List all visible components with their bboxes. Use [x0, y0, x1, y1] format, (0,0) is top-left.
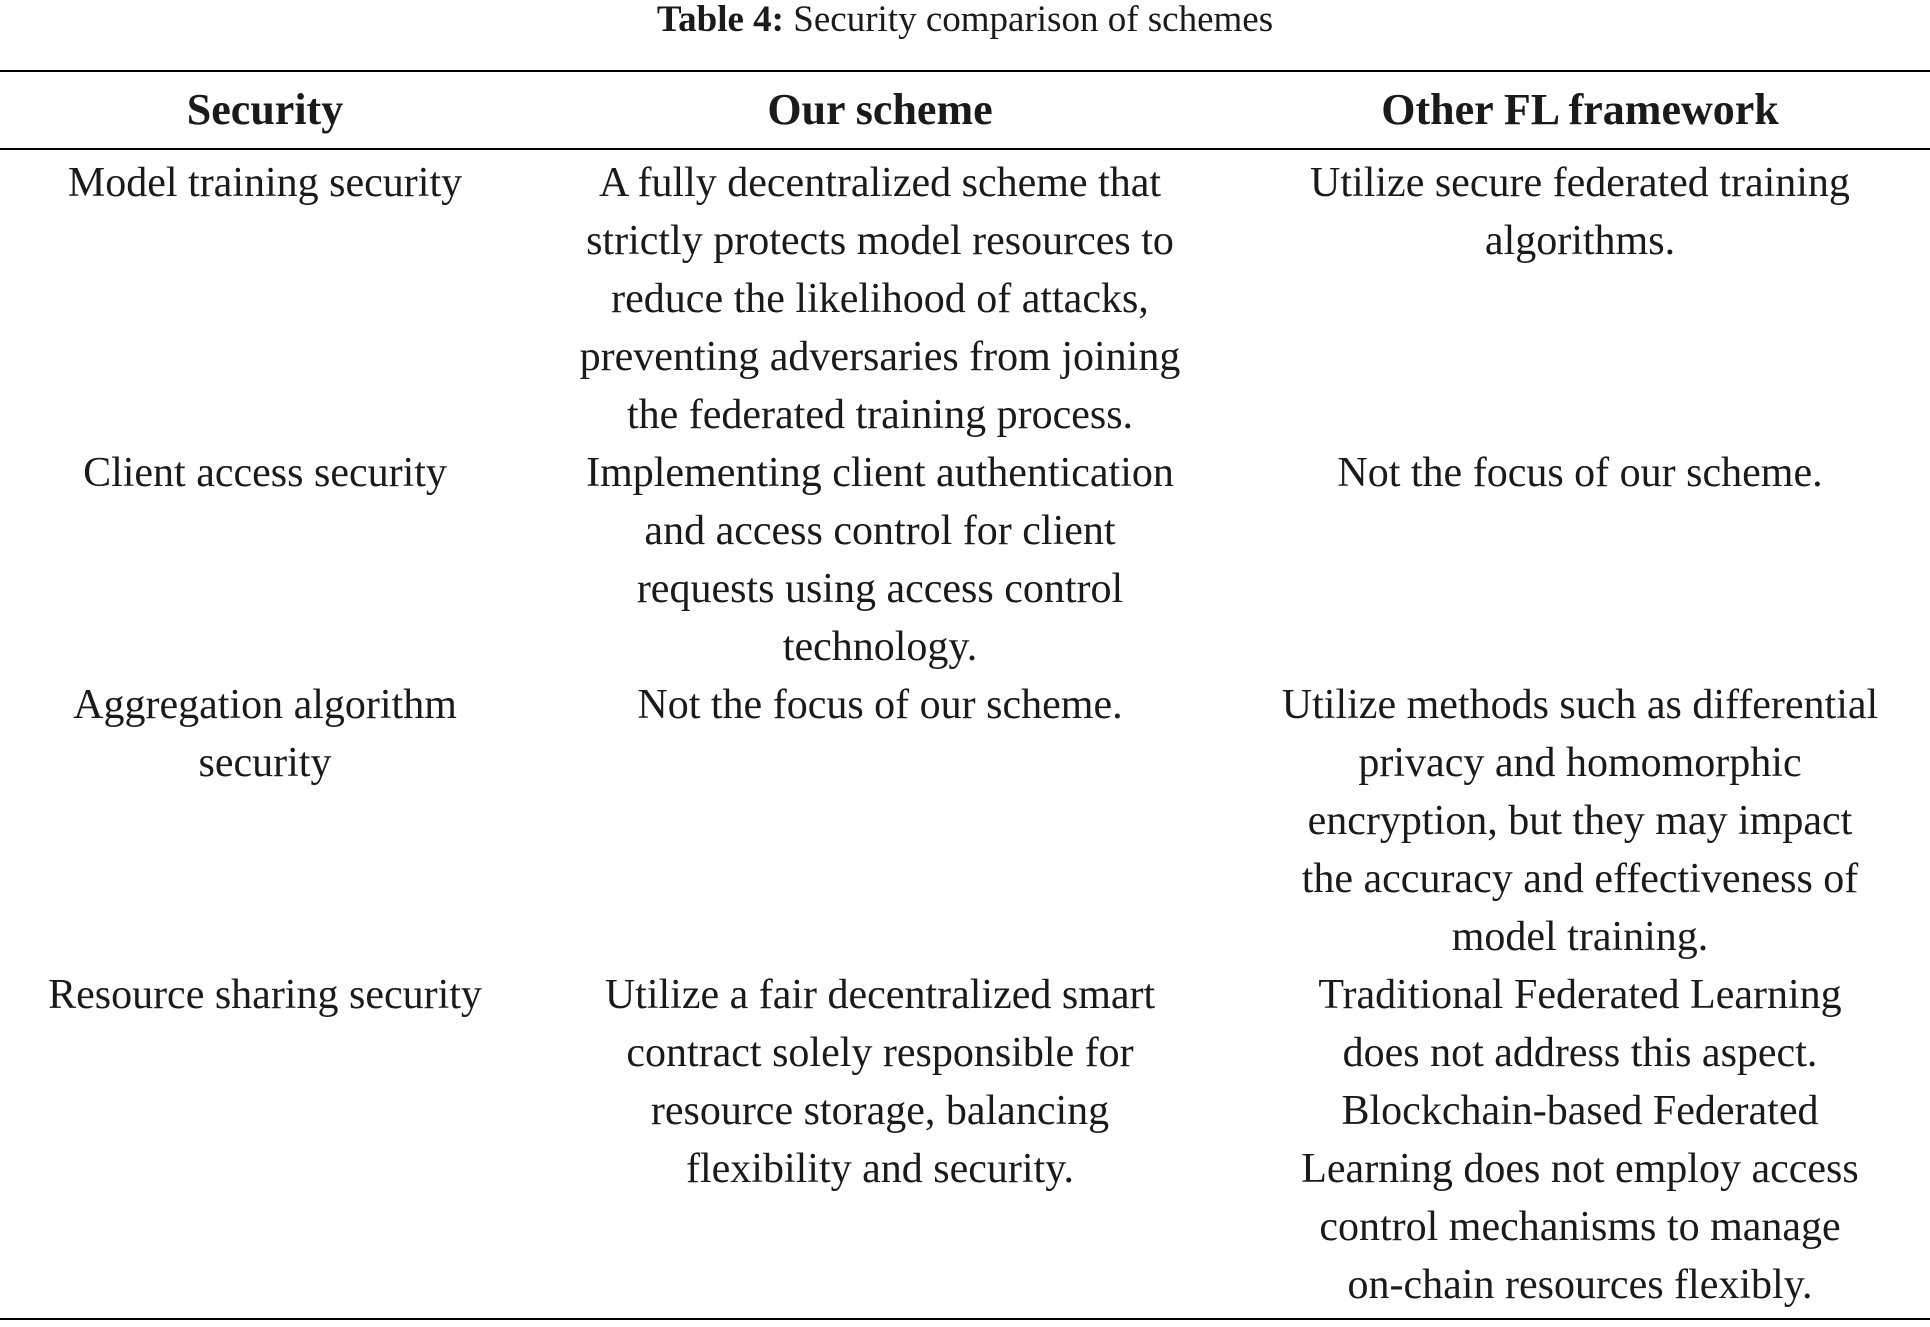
cell-line: privacy and homomorphic [1358, 740, 1802, 786]
cell-our-scheme [530, 966, 1230, 1319]
table-row [0, 966, 1930, 1319]
table-row [0, 149, 1930, 444]
cell-line: and access control for client [644, 508, 1116, 554]
cell-line: Not the focus of our scheme. [1337, 450, 1823, 496]
cell-line: Utilize a fair decentralized smart [604, 972, 1156, 1018]
cell-line: strictly protects model resources to [586, 218, 1174, 264]
cell-line: Utilize secure federated training [1310, 160, 1850, 206]
cell-security [0, 444, 530, 676]
cell-line: control mechanisms to manage [1319, 1204, 1841, 1250]
cell-line: resource storage, balancing [650, 1088, 1110, 1134]
cell-other-fl [1230, 444, 1930, 676]
cell-security [0, 149, 530, 444]
cell-line: Blockchain-based Federated [1341, 1088, 1819, 1134]
cell-line: technology. [782, 624, 978, 670]
cell-line: Traditional Federated Learning [1318, 972, 1842, 1018]
cell-our-scheme [530, 444, 1230, 676]
cell-other-fl [1230, 676, 1930, 966]
cell-line: requests using access control [636, 566, 1124, 612]
cell-line: the accuracy and effectiveness of [1301, 856, 1859, 902]
cell-line: flexibility and security. [685, 1146, 1074, 1192]
cell-line: contract solely responsible for [626, 1030, 1134, 1076]
cell-line: Not the focus of our scheme. [637, 682, 1123, 728]
header-security: Security [0, 71, 530, 149]
cell-security [0, 966, 530, 1319]
cell-line: reduce the likelihood of attacks, [611, 276, 1149, 322]
security-comparison-table [0, 70, 1930, 1320]
cell-line: Model training security [67, 160, 463, 206]
cell-line: Implementing client authentication [586, 450, 1174, 496]
cell-line: does not address this aspect. [1342, 1030, 1818, 1076]
table-caption-text: Security comparison of schemes [793, 0, 1274, 40]
cell-line: Resource sharing security [48, 972, 482, 1018]
cell-line: encryption, but they may impact [1307, 798, 1853, 844]
cell-other-fl [1230, 149, 1930, 444]
cell-line: Utilize methods such as differential [1281, 682, 1879, 728]
header-our-scheme: Our scheme [530, 71, 1230, 149]
table-body [0, 149, 1930, 1319]
cell-other-fl [1230, 966, 1930, 1319]
table-row [0, 676, 1930, 966]
cell-line: Aggregation algorithm [73, 682, 457, 728]
table-caption [0, 0, 1930, 40]
cell-security [0, 676, 530, 966]
cell-line: Learning does not employ access [1301, 1146, 1859, 1192]
header-other-fl-framework: Other FL framework [1230, 71, 1930, 149]
table-header [0, 71, 1930, 149]
cell-line: the federated training process. [626, 392, 1134, 438]
cell-line: model training. [1451, 914, 1709, 960]
header-row [0, 71, 1930, 149]
table-caption-label: Table 4: [656, 0, 785, 40]
cell-line: algorithms. [1484, 218, 1676, 264]
cell-line: Client access security [83, 450, 447, 496]
table-row [0, 444, 1930, 676]
cell-line: preventing adversaries from joining [579, 334, 1181, 380]
cell-line: security [198, 740, 332, 786]
cell-line: A fully decentralized scheme that [598, 160, 1162, 206]
cell-line: on-chain resources flexibly. [1347, 1262, 1813, 1308]
cell-our-scheme [530, 149, 1230, 444]
cell-our-scheme [530, 676, 1230, 966]
